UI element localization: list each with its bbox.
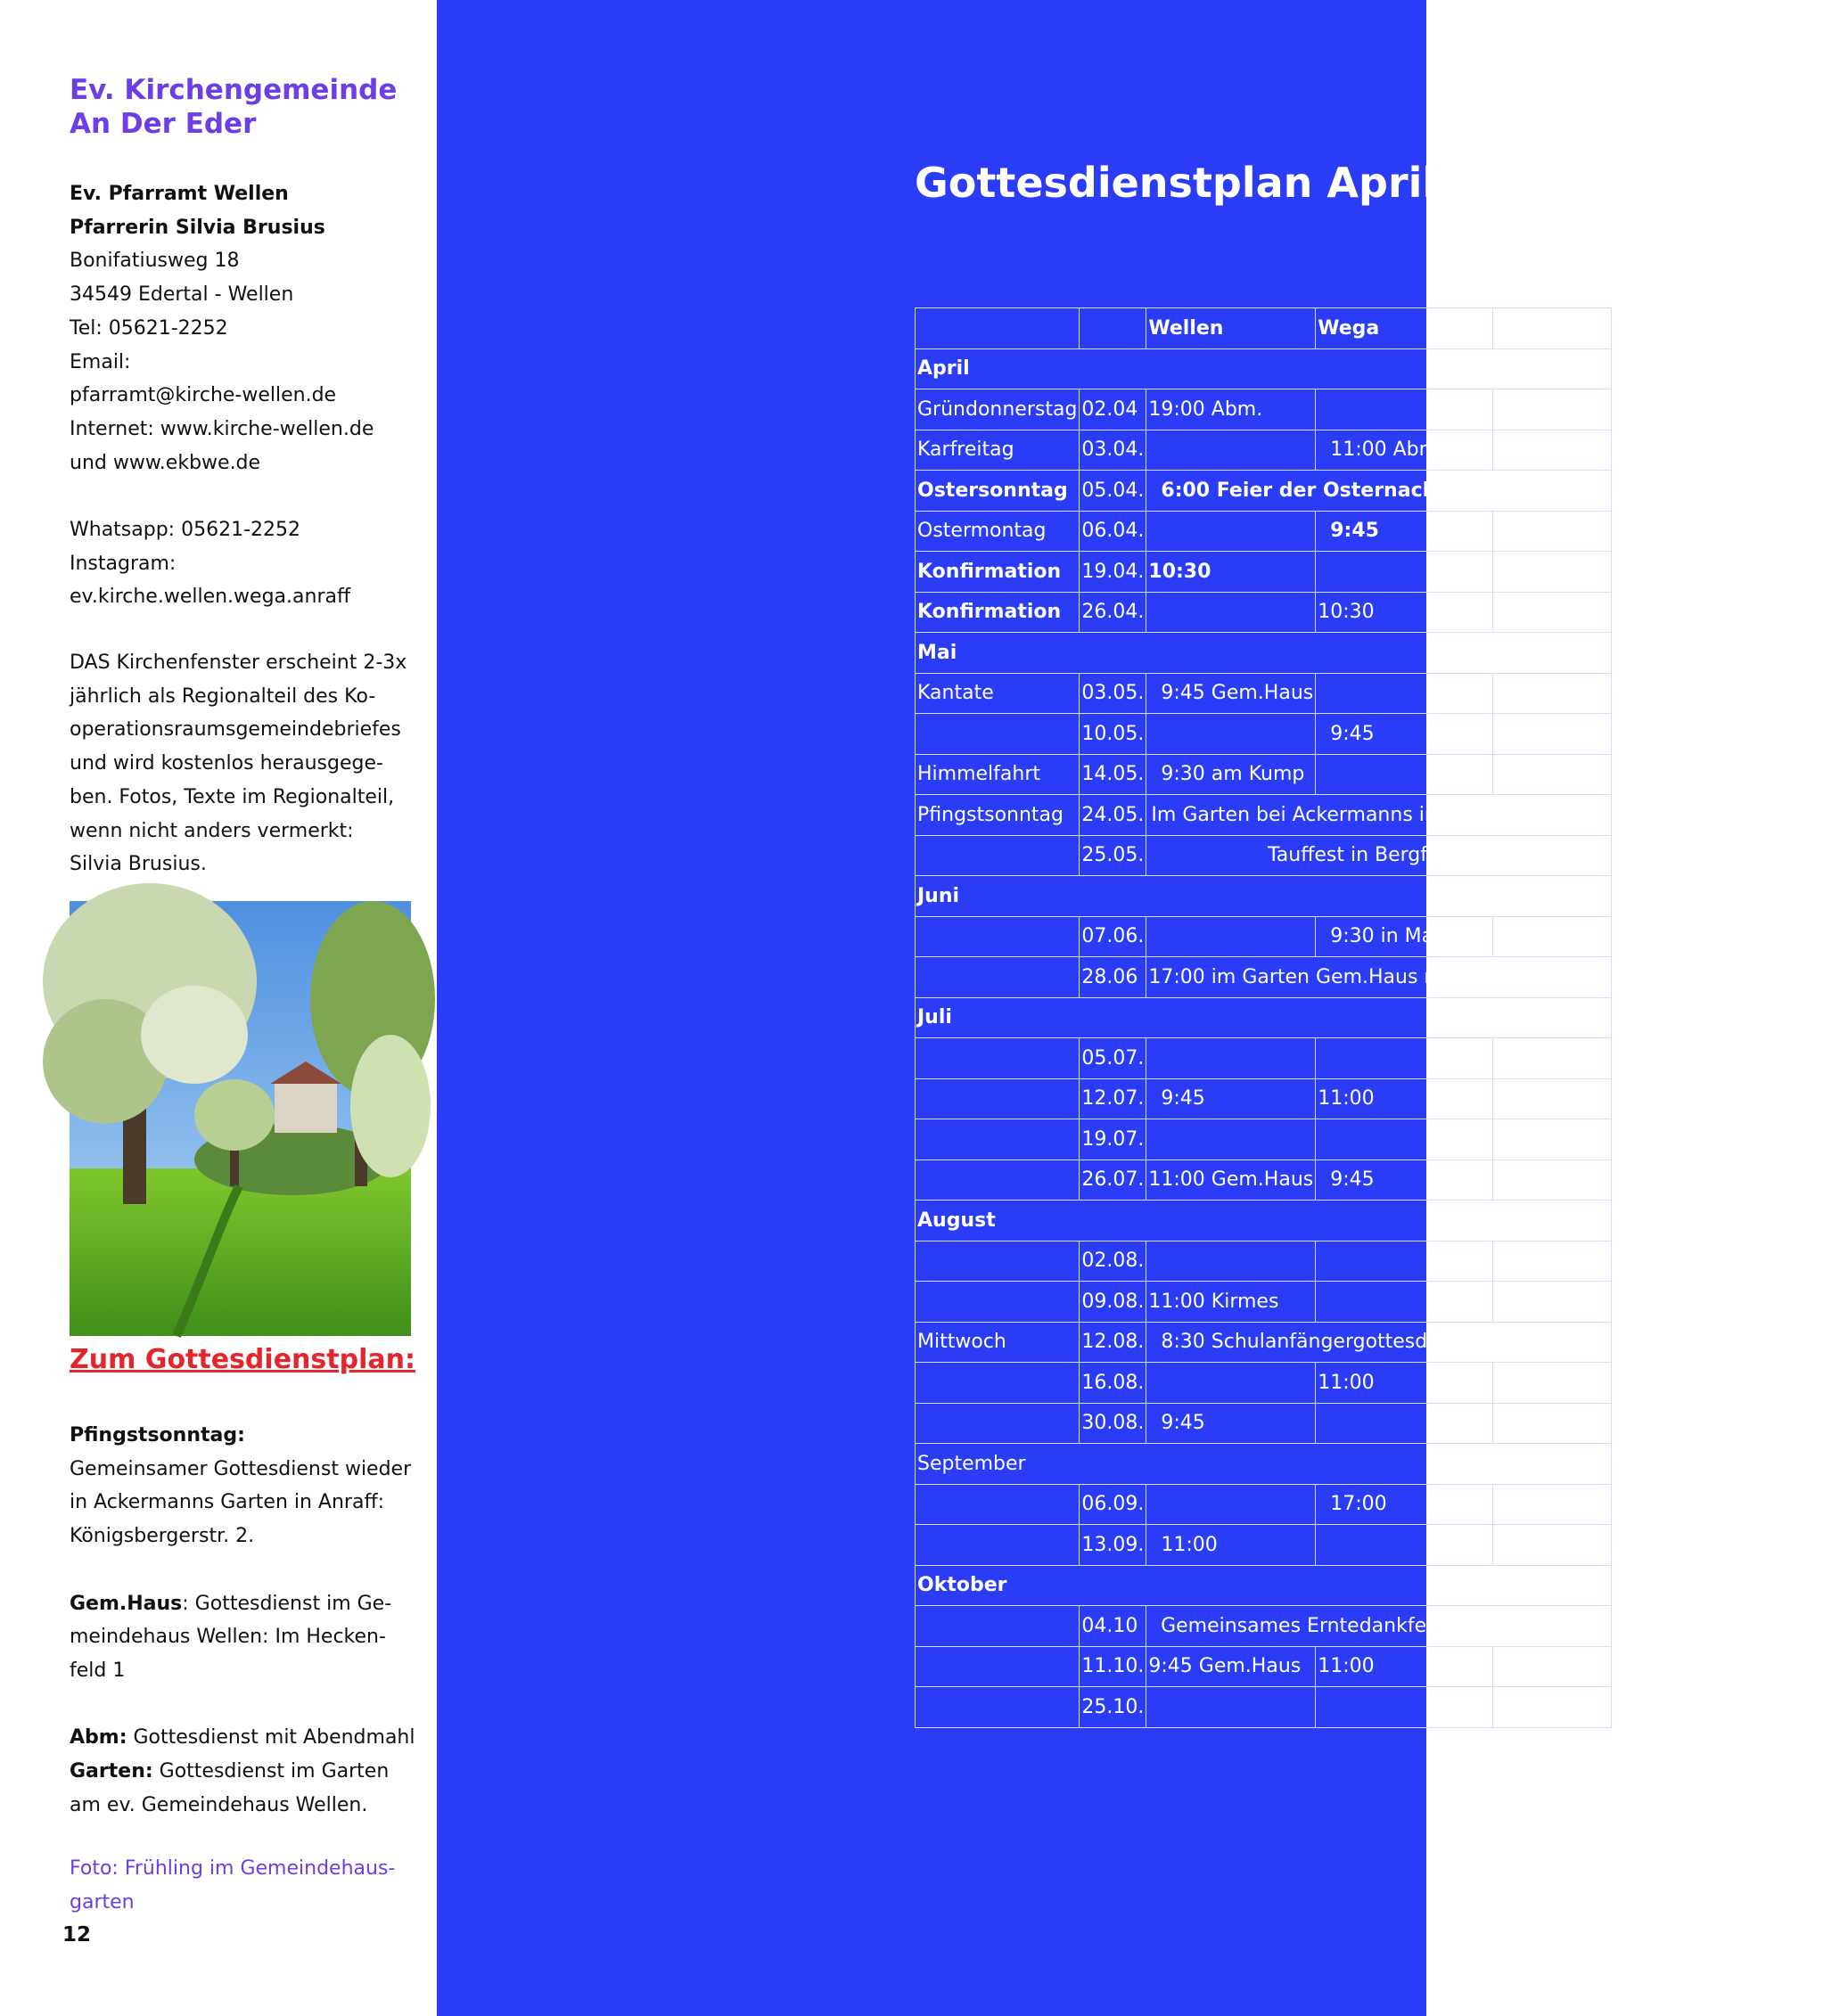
wega-cell (1316, 552, 1493, 593)
instagram-label: Instagram: (70, 552, 177, 575)
date-cell: 05.07. (1080, 1038, 1146, 1079)
wega-cell: 11:00 (1316, 1363, 1493, 1404)
date-cell: 10.05. (1080, 714, 1146, 755)
intro-line: und wird kostenlos herausgege- (70, 752, 383, 775)
spanning-service-cell: Gemeinsames Erntedankfest in Anraff 11:00 (1146, 1606, 1612, 1647)
anraff-cell (1493, 1525, 1612, 1566)
month-row (916, 633, 1612, 674)
day-cell (916, 1119, 1080, 1160)
day-cell (916, 1606, 1080, 1647)
wega-cell (1316, 1687, 1493, 1728)
day-cell (916, 1241, 1080, 1282)
table-row (916, 1646, 1612, 1687)
table-row (916, 1363, 1612, 1404)
wega-cell (1316, 1038, 1493, 1079)
wellen-cell: 19:00 Abm. (1146, 389, 1316, 430)
wega-cell (1316, 1119, 1493, 1160)
wega-cell (1316, 1241, 1493, 1282)
date-cell: 03.04. (1080, 430, 1146, 471)
email-label: Email: (70, 350, 131, 373)
city-address: 34549 Edertal - Wellen (70, 283, 294, 307)
table-row (916, 1160, 1612, 1201)
date-cell: 26.07. (1080, 1160, 1146, 1201)
wega-cell (1316, 673, 1493, 714)
date-cell: 13.09. (1080, 1525, 1146, 1566)
wellen-cell (1146, 1241, 1316, 1282)
wega-cell: 9:45 (1316, 511, 1493, 552)
wellen-cell: 10:30 (1146, 552, 1316, 593)
wellen-cell: 9:45 Gem.Haus (1146, 1646, 1316, 1687)
date-cell: 26.04. (1080, 592, 1146, 633)
wega-cell (1316, 1282, 1493, 1323)
wellen-cell: 9:45 (1146, 1078, 1316, 1119)
column-header-wellen: Wellen (1146, 308, 1316, 349)
section-title: Zum Gottesdienstplan: (70, 1344, 415, 1375)
day-cell (916, 1687, 1080, 1728)
anraff-cell: 11:00 (1493, 1241, 1612, 1282)
date-cell: 28.06 (1080, 957, 1146, 998)
date-cell: 02.04 (1080, 389, 1146, 430)
date-cell: 11.10. (1080, 1646, 1146, 1687)
date-cell: 03.05. (1080, 673, 1146, 714)
service-schedule-table (915, 307, 1612, 1728)
table-row (916, 1322, 1612, 1363)
month-row (916, 997, 1612, 1038)
caption-line-1: Foto: Frühling im Gemeindehaus- (70, 1857, 396, 1880)
date-cell: 06.04. (1080, 511, 1146, 552)
header-date-cell (1080, 308, 1146, 349)
day-cell: Himmelfahrt (916, 754, 1080, 795)
anraff-cell: 9:45 (1493, 1363, 1612, 1404)
date-cell: 19.07. (1080, 1119, 1146, 1160)
wega-cell: 9:45 (1316, 714, 1493, 755)
anraff-cell (1493, 389, 1612, 430)
date-cell: 05.04. (1080, 471, 1146, 512)
table-row (916, 1687, 1612, 1728)
wellen-cell (1146, 592, 1316, 633)
anraff-cell (1493, 1160, 1612, 1201)
spanning-service-cell: Im Garten bei Ackermanns in Anraff 11:00 Uhr (1146, 795, 1612, 836)
day-cell (916, 835, 1080, 876)
month-label: August (916, 1201, 1612, 1242)
table-row (916, 471, 1612, 512)
page-number: 12 (62, 1923, 92, 1946)
pfingst-line-1: Gemeinsamer Gottesdienst wieder (70, 1457, 412, 1480)
anraff-cell (1493, 1282, 1612, 1323)
month-row (916, 348, 1612, 389)
photo-caption (70, 1852, 426, 1919)
email-address[interactable]: pfarramt@kirche-wellen.de (70, 384, 337, 407)
anraff-cell: 11:00 (1493, 1038, 1612, 1079)
anraff-cell: 11:00 (1493, 714, 1612, 755)
wellen-cell (1146, 1038, 1316, 1079)
sidebar (0, 0, 437, 2016)
wega-cell (1316, 754, 1493, 795)
day-cell (916, 957, 1080, 998)
abm-text: Gottesdienst mit Abendmahl (127, 1726, 415, 1750)
office-name: Ev. Pfarramt Wellen (70, 183, 289, 205)
day-cell: Konfirmation (916, 592, 1080, 633)
column-header-wega: Wega (1316, 308, 1493, 349)
month-row (916, 876, 1612, 917)
organization-name (70, 73, 397, 141)
day-cell: Pfingstsonntag (916, 795, 1080, 836)
table-row (916, 1241, 1612, 1282)
main-panel (437, 0, 1848, 2016)
gemhaus-line-2: meindehaus Wellen: Im Hecken- (70, 1626, 386, 1649)
garten-line-2: am ev. Gemeindehaus Wellen. (70, 1793, 368, 1816)
anraff-cell: 18:00 (1493, 1484, 1612, 1525)
spanning-service-cell: 6:00 Feier der Osternacht Kirche Wellen (1146, 471, 1612, 512)
wega-cell: 10:30 (1316, 592, 1493, 633)
wellen-cell (1146, 1119, 1316, 1160)
wega-cell: 9:45 (1316, 1160, 1493, 1201)
anraff-cell: 9:45 (1493, 1119, 1612, 1160)
table-row (916, 1119, 1612, 1160)
intro-line: Silvia Brusius. (70, 853, 207, 876)
table-row (916, 957, 1612, 998)
caption-line-2: garten (70, 1890, 135, 1914)
month-row (916, 1444, 1612, 1485)
table-row (916, 511, 1612, 552)
day-cell: Ostermontag (916, 511, 1080, 552)
wellen-cell: 11:00 Gem.Haus (1146, 1160, 1316, 1201)
table-row (916, 754, 1612, 795)
wellen-cell: 9:30 am Kump (1146, 754, 1316, 795)
date-cell: 09.08. (1080, 1282, 1146, 1323)
day-cell (916, 1403, 1080, 1444)
wellen-cell (1146, 916, 1316, 957)
abm-label: Abm: (70, 1726, 127, 1750)
internet-link[interactable]: Internet: www.kirche-wellen.de (70, 417, 374, 440)
table-row (916, 1038, 1612, 1079)
anraff-cell (1493, 916, 1612, 957)
month-label: Mai (916, 633, 1612, 674)
garden-image (70, 901, 411, 1336)
anraff-cell (1493, 1403, 1612, 1444)
table-row (916, 430, 1612, 471)
table-row (916, 916, 1612, 957)
day-cell (916, 1484, 1080, 1525)
anraff-cell (1493, 754, 1612, 795)
org-line-2: An Der Eder (70, 108, 257, 140)
date-cell: 16.08. (1080, 1363, 1146, 1404)
month-label: Oktober (916, 1565, 1612, 1606)
garten-label: Garten: (70, 1760, 153, 1782)
pfingst-label: Pfingstsonntag: (70, 1424, 245, 1446)
intro-paragraph (70, 646, 426, 881)
day-cell (916, 1282, 1080, 1323)
month-label: Juli (916, 997, 1612, 1038)
month-label: April (916, 348, 1612, 389)
wellen-cell (1146, 714, 1316, 755)
table-row (916, 1525, 1612, 1566)
table-row (916, 1078, 1612, 1119)
table-row (916, 835, 1612, 876)
date-cell: 07.06. (1080, 916, 1146, 957)
instagram-handle[interactable]: ev.kirche.wellen.wega.anraff (70, 586, 351, 609)
day-cell (916, 1525, 1080, 1566)
date-cell: 02.08. (1080, 1241, 1146, 1282)
month-label: Juni (916, 876, 1612, 917)
anraff-cell (1493, 1078, 1612, 1119)
day-cell: Ostersonntag (916, 471, 1080, 512)
wellen-cell (1146, 1363, 1316, 1404)
date-cell: 12.07. (1080, 1078, 1146, 1119)
table-row (916, 1282, 1612, 1323)
day-cell: Konfirmation (916, 552, 1080, 593)
date-cell: 25.10. (1080, 1687, 1146, 1728)
intro-line: DAS Kirchenfenster erscheint 2-3x (70, 652, 407, 674)
month-row (916, 1201, 1612, 1242)
page-title: Gottesdienstplan April bis Oktober 2026 (915, 159, 1848, 207)
day-cell (916, 1160, 1080, 1201)
wega-cell (1316, 389, 1493, 430)
intro-line: ben. Fotos, Texte im Regionalteil, (70, 785, 395, 808)
table-row (916, 389, 1612, 430)
date-cell: 24.05. (1080, 795, 1146, 836)
table-row (916, 1484, 1612, 1525)
table-row (916, 714, 1612, 755)
wellen-cell: 11:00 Kirmes (1146, 1282, 1316, 1323)
wellen-cell: 11:00 (1146, 1525, 1316, 1566)
wellen-cell: 9:45 (1146, 1403, 1316, 1444)
day-cell: Kantate (916, 673, 1080, 714)
day-cell (916, 1646, 1080, 1687)
date-cell: 30.08. (1080, 1403, 1146, 1444)
telephone: Tel: 05621-2252 (70, 316, 228, 340)
date-cell: 19.04. (1080, 552, 1146, 593)
spanning-service-cell: 17:00 im Garten Gem.Haus mit dem Singkreis (1146, 957, 1612, 998)
header-day-cell (916, 308, 1080, 349)
anraff-cell: 9:45 (1493, 1687, 1612, 1728)
garten-text: Gottesdienst im Garten (152, 1760, 390, 1782)
date-cell: 12.08. (1080, 1322, 1146, 1363)
gemhaus-label: Gem.Haus (70, 1592, 183, 1615)
wellen-cell (1146, 1687, 1316, 1728)
wellen-cell (1146, 511, 1316, 552)
wega-cell: 11:00 (1316, 1078, 1493, 1119)
spring-garden-photo (70, 901, 411, 1336)
table-row (916, 1403, 1612, 1444)
table-row (916, 795, 1612, 836)
gemhaus-line-3: feld 1 (70, 1659, 126, 1682)
table-row (916, 592, 1612, 633)
org-line-1: Ev. Kirchengemeinde (70, 74, 398, 106)
notes-block (70, 1419, 426, 1822)
day-cell (916, 1078, 1080, 1119)
wega-cell: 17:00 (1316, 1484, 1493, 1525)
intro-line: wenn nicht anders vermerkt: (70, 819, 354, 842)
wega-cell (1316, 1403, 1493, 1444)
wega-cell: 11:00 (1316, 1646, 1493, 1687)
day-cell: Gründonnerstag (916, 389, 1080, 430)
intro-line: jährlich als Regionalteil des Ko- (70, 684, 376, 708)
table-header-row (916, 308, 1612, 349)
wega-cell: 11:00 Abm. (1316, 430, 1493, 471)
date-cell: 14.05. (1080, 754, 1146, 795)
date-cell: 04.10 (1080, 1606, 1146, 1647)
date-cell: 25.05. (1080, 835, 1146, 876)
anraff-cell (1493, 552, 1612, 593)
pastor-name: Pfarrerin Silvia Brusius (70, 216, 325, 239)
table-row (916, 552, 1612, 593)
pfingst-line-3: Königsbergerstr. 2. (70, 1525, 255, 1548)
day-cell: Mittwoch (916, 1322, 1080, 1363)
day-cell: Karfreitag (916, 430, 1080, 471)
table-row (916, 673, 1612, 714)
street-address: Bonifatiusweg 18 (70, 250, 240, 273)
spanning-service-cell: Tauffest in Bergfreiheit (1146, 835, 1612, 876)
anraff-cell: 11:00 (1493, 511, 1612, 552)
wellen-cell (1146, 430, 1316, 471)
day-cell (916, 916, 1080, 957)
anraff-cell (1493, 673, 1612, 714)
day-cell (916, 1363, 1080, 1404)
wega-cell: 9:30 in Mandern (1316, 916, 1493, 957)
wellen-cell (1146, 1484, 1316, 1525)
month-label: September (916, 1444, 1612, 1485)
gemhaus-text: : Gottesdienst im Ge- (182, 1592, 392, 1615)
month-row (916, 1565, 1612, 1606)
table-row (916, 1606, 1612, 1647)
column-header-anraff: Anraff (1493, 308, 1612, 349)
wellen-cell: 9:45 Gem.Haus (1146, 673, 1316, 714)
spanning-service-cell: 8:30 Schulanfängergottesdienst in Wellen (1146, 1322, 1612, 1363)
day-cell (916, 714, 1080, 755)
date-cell: 06.09. (1080, 1484, 1146, 1525)
anraff-cell (1493, 1646, 1612, 1687)
contact-block (70, 177, 426, 614)
internet-link-2[interactable]: und www.ekbwe.de (70, 451, 261, 474)
whatsapp: Whatsapp: 05621-2252 (70, 519, 300, 542)
anraff-cell: 9:45 Abm. (1493, 430, 1612, 471)
anraff-cell (1493, 592, 1612, 633)
day-cell (916, 1038, 1080, 1079)
wega-cell (1316, 1525, 1493, 1566)
pfingst-line-2: in Ackermanns Garten in Anraff: (70, 1491, 385, 1514)
intro-line: operationsraumsgemeindebriefes (70, 718, 401, 742)
